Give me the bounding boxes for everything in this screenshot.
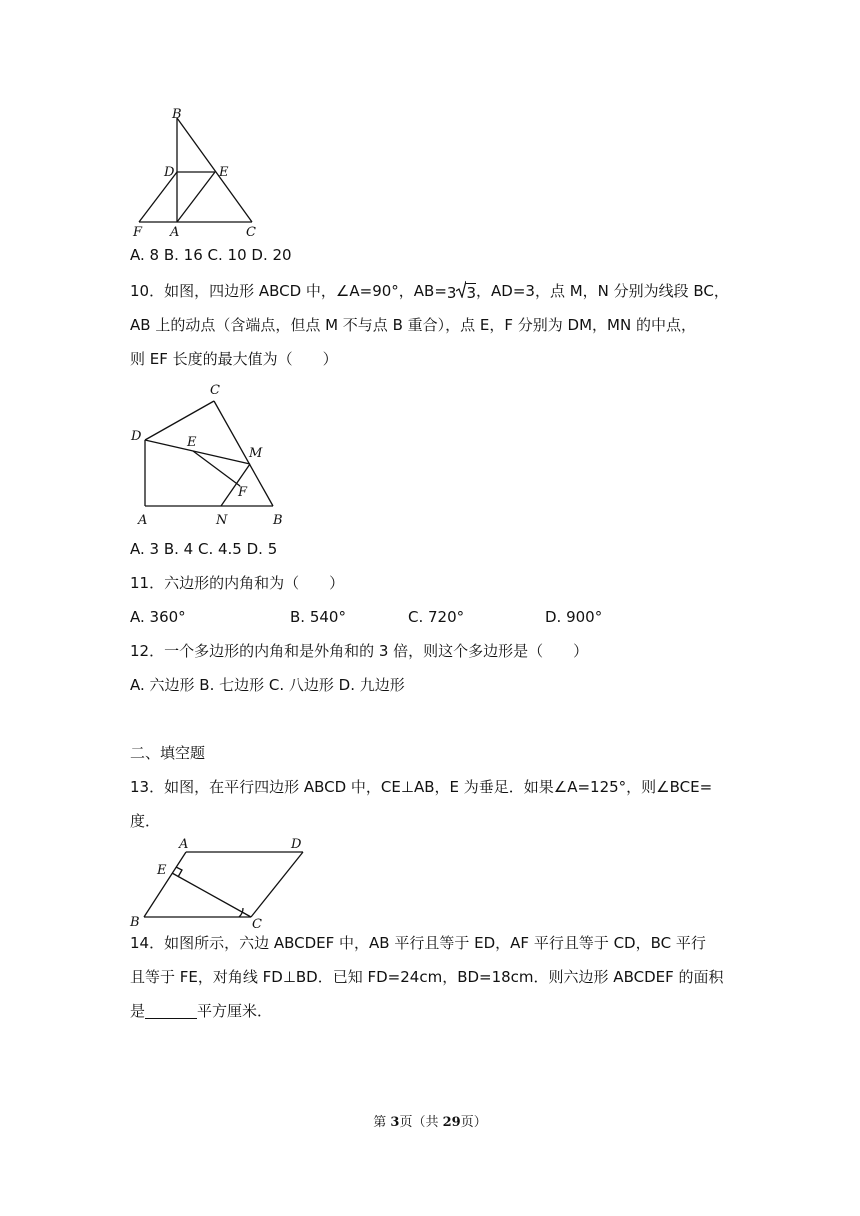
q13-figure — [128, 834, 308, 930]
q9-label-f: F — [133, 225, 143, 238]
q10-label-f: F — [238, 485, 248, 500]
q9-figure — [128, 104, 268, 238]
footer-middle: 页（共 — [399, 1115, 443, 1130]
sqrt-expression — [447, 280, 476, 304]
q11-option-a: A. 360° — [130, 608, 186, 626]
q14-line2: 且等于 FE，对角线 FD⊥BD．已知 FD=24cm，BD=18cm．则六边形 ABCDEF 的面积 — [130, 968, 724, 986]
q14-line3-b: 平方厘米． — [197, 1002, 273, 1020]
q9-label-c: C — [246, 225, 256, 238]
q10-line1 — [130, 280, 729, 304]
page-total: 29 — [442, 1115, 461, 1130]
sqrt-radicand: 3 — [466, 284, 477, 302]
q10-label-d: D — [131, 429, 142, 444]
sqrt-coefficient: 3 — [446, 284, 457, 302]
footer-prefix: 第 — [373, 1115, 391, 1130]
q11-stem: 11．六边形的内角和为（ ） — [130, 574, 345, 592]
q13-label-e: E — [157, 863, 167, 878]
q12-options: A. 六边形 B. 七边形 C. 八边形 D. 九边形 — [130, 676, 405, 694]
footer-suffix: 页） — [460, 1115, 487, 1130]
q14-line3 — [130, 1000, 272, 1022]
q10-label-a: A — [138, 513, 148, 528]
q10-line2: AB 上的动点（含端点，但点 M 不与点 B 重合），点 E，F 分别为 DM，MN 的中点， — [130, 316, 696, 334]
q10-line1-b: ，AD=3，点 M，N 分别为线段 BC， — [476, 282, 729, 300]
q11-option-b: B. 540° — [290, 608, 346, 626]
q10-options: A. 3 B. 4 C. 4.5 D. 5 — [130, 540, 278, 558]
q13-label-c: C — [252, 917, 262, 930]
q10-label-m: M — [249, 446, 263, 461]
q10-label-b: B — [273, 513, 283, 528]
q10-figure — [128, 378, 298, 528]
section-title: 二、填空题 — [130, 744, 206, 762]
q10-label-c: C — [210, 383, 220, 398]
q13-label-a: A — [179, 837, 189, 852]
q9-label-e: E — [219, 165, 229, 180]
q13-line1: 13．如图，在平行四边形 ABCD 中，CE⊥AB，E 为垂足．如果∠A=125°，则∠BCE= — [130, 778, 713, 796]
q10-label-n: N — [216, 513, 228, 528]
answer-blank — [145, 1002, 197, 1019]
page-number: 3 — [390, 1115, 400, 1130]
radical-sign-icon — [456, 280, 466, 298]
q12-stem: 12．一个多边形的内角和是外角和的 3 倍，则这个多边形是（ ） — [130, 642, 589, 660]
q9-label-a: A — [170, 225, 180, 238]
q9-options: A. 8 B. 16 C. 10 D. 20 — [130, 246, 292, 264]
q13-label-b: B — [130, 915, 140, 930]
q10-line1-a: 10．如图，四边形 ABCD 中，∠A=90°，AB= — [130, 282, 447, 300]
q13-line2: 度． — [130, 812, 161, 830]
q11-option-c: C. 720° — [408, 608, 465, 626]
q9-label-d: D — [164, 165, 175, 180]
q14-line1: 14．如图所示，六边 ABCDEF 中，AB 平行且等于 ED，AF 平行且等于 CD，BC 平行 — [130, 934, 706, 952]
q13-label-d: D — [291, 837, 302, 852]
q9-label-b: B — [172, 107, 182, 122]
q14-line3-a: 是 — [130, 1002, 146, 1020]
page-footer — [0, 1111, 860, 1130]
q10-label-e: E — [187, 435, 197, 450]
q10-line3: 则 EF 长度的最大值为（ ） — [130, 350, 338, 368]
q11-option-d: D. 900° — [545, 608, 603, 626]
